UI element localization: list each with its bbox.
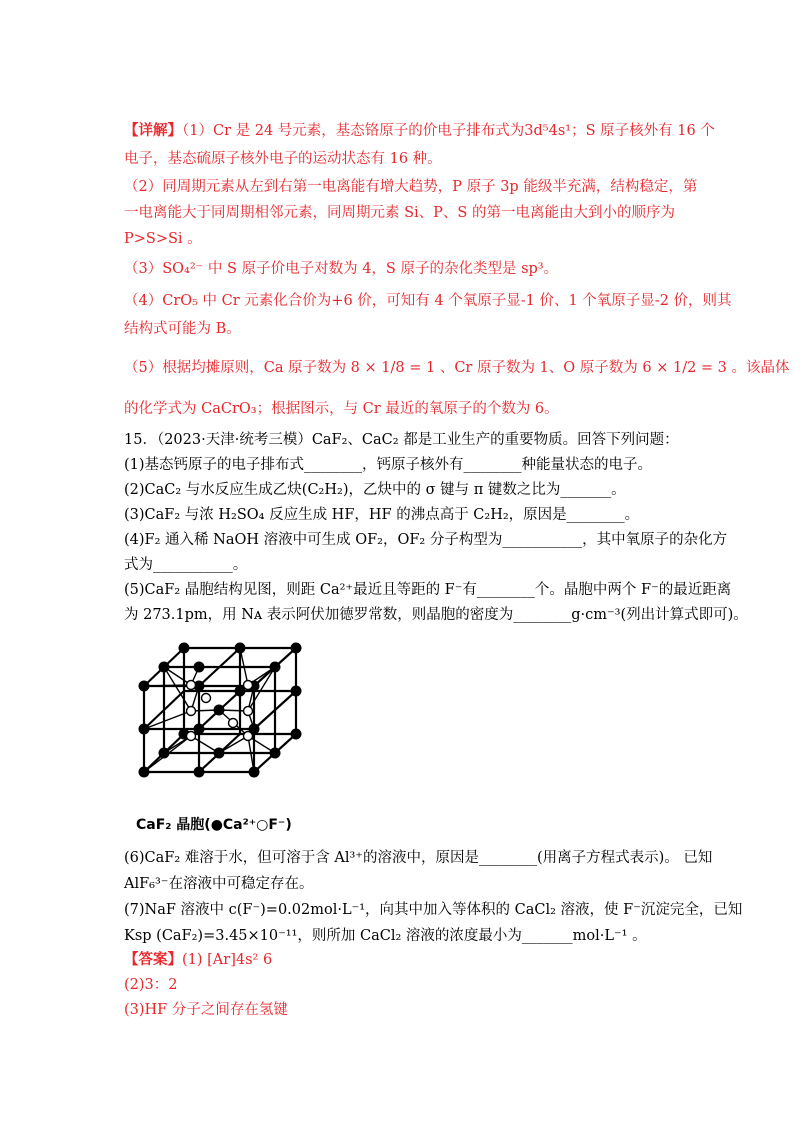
detail-line-4: 一电离能大于同周期相邻元素，同周期元素 Si、P、S 的第一电离能由大到小的顺序为 [124,205,675,221]
detail-line-3: （2）同周期元素从左到右第一电离能有增大趋势，P 原子 3p 能级半充满，结构稳定，第 [124,179,698,195]
question-part-6b: AlF₆³⁻在溶液中可稳定存在。 [124,876,314,892]
question-part-4a: (4)F₂ 通入稀 NaOH 溶液中可生成 OF₂，OF₂ 分子构型为___________，其中氧原子的杂化方 [124,532,728,548]
detail-line-2: 电子，基态硫原子核外电子的运动状态有 16 种。 [124,151,442,167]
diagram-caption: CaF₂ 晶胞(●Ca²⁺○F⁻) [136,817,292,833]
detail-tag: 【详解】 [124,122,182,139]
question-part-5a: (5)CaF₂ 晶胞结构见图，则距 Ca²⁺最近且等距的 F⁻有________个。晶胞中两个 F⁻的最近距离 [124,582,732,598]
question-part-7a: (7)NaF 溶液中 c(F⁻)=0.02mol·L⁻¹，向其中加入等体积的 CaCl₂ 溶液，使 F⁻沉淀完全，已知 [124,902,743,918]
detail-text: （1）Cr 是 24 号元素，基态铬原子的价电子排布式为3d⁵4s¹；S 原子核外有 16 个 [182,123,715,139]
question-stem: 15．（2023·天津·统考三模）CaF₂、CaC₂ 都是工业生产的重要物质。回答下列问题： [124,432,679,448]
question-part-4b: 式为___________。 [124,557,248,573]
caf2-crystal-cell-diagram [130,640,310,785]
answer-tag: 【答案】 [124,951,182,968]
question-part-5b: 为 273.1pm，用 Nᴀ 表示阿伏加德罗常数，则晶胞的密度为________g·cm⁻³(列出计算式即可)。 [124,607,748,623]
detail-line-10: 的化学式为 CaCrO₃；根据图示，与 Cr 最近的氧原子的个数为 6。 [124,401,559,417]
question-part-6a: (6)CaF₂ 难溶于水，但可溶于含 Al³⁺的溶液中，原因是________(用离子方程式表示)。 已知 [124,850,713,866]
detail-line-9: （5）根据均摊原则，Ca 原子数为 8 × 1/8 = 1 、Cr 原子数为 1、O 原子数为 6 × 1/2 = 3 。该晶体 [124,360,790,376]
detail-line-8: 结构式可能为 B。 [124,321,241,337]
detail-line-1 [124,121,715,141]
answer-line-1 [124,950,272,970]
answer-1: (1) [Ar]4s² 6 [182,952,273,968]
question-part-2: (2)CaC₂ 与水反应生成乙炔(C₂H₂)，乙炔中的 σ 键与 π 键数之比为_______。 [124,482,626,498]
question-part-3: (3)CaF₂ 与浓 H₂SO₄ 反应生成 HF，HF 的沸点高于 C₂H₂，原因是________。 [124,507,640,523]
detail-line-6: （3）SO₄²⁻ 中 S 原子价电子对数为 4，S 原子的杂化类型是 sp³。 [124,261,559,277]
question-part-1: (1)基态钙原子的电子排布式________，钙原子核外有________种能量状态的电子。 [124,457,653,473]
answer-line-2: (2)3：2 [124,977,178,993]
answer-line-3: (3)HF 分子之间存在氢键 [124,1002,288,1018]
detail-line-7: （4）CrO₅ 中 Cr 元素化合价为+6 价，可知有 4 个氧原子显-1 价、1 个氧原子显-2 价，则其 [124,293,732,309]
question-part-7b: Ksp (CaF₂)=3.45×10⁻¹¹，则所加 CaCl₂ 溶液的浓度最小为_______mol·L⁻¹ 。 [124,928,647,944]
detail-line-5: P>S>Si 。 [124,231,202,247]
